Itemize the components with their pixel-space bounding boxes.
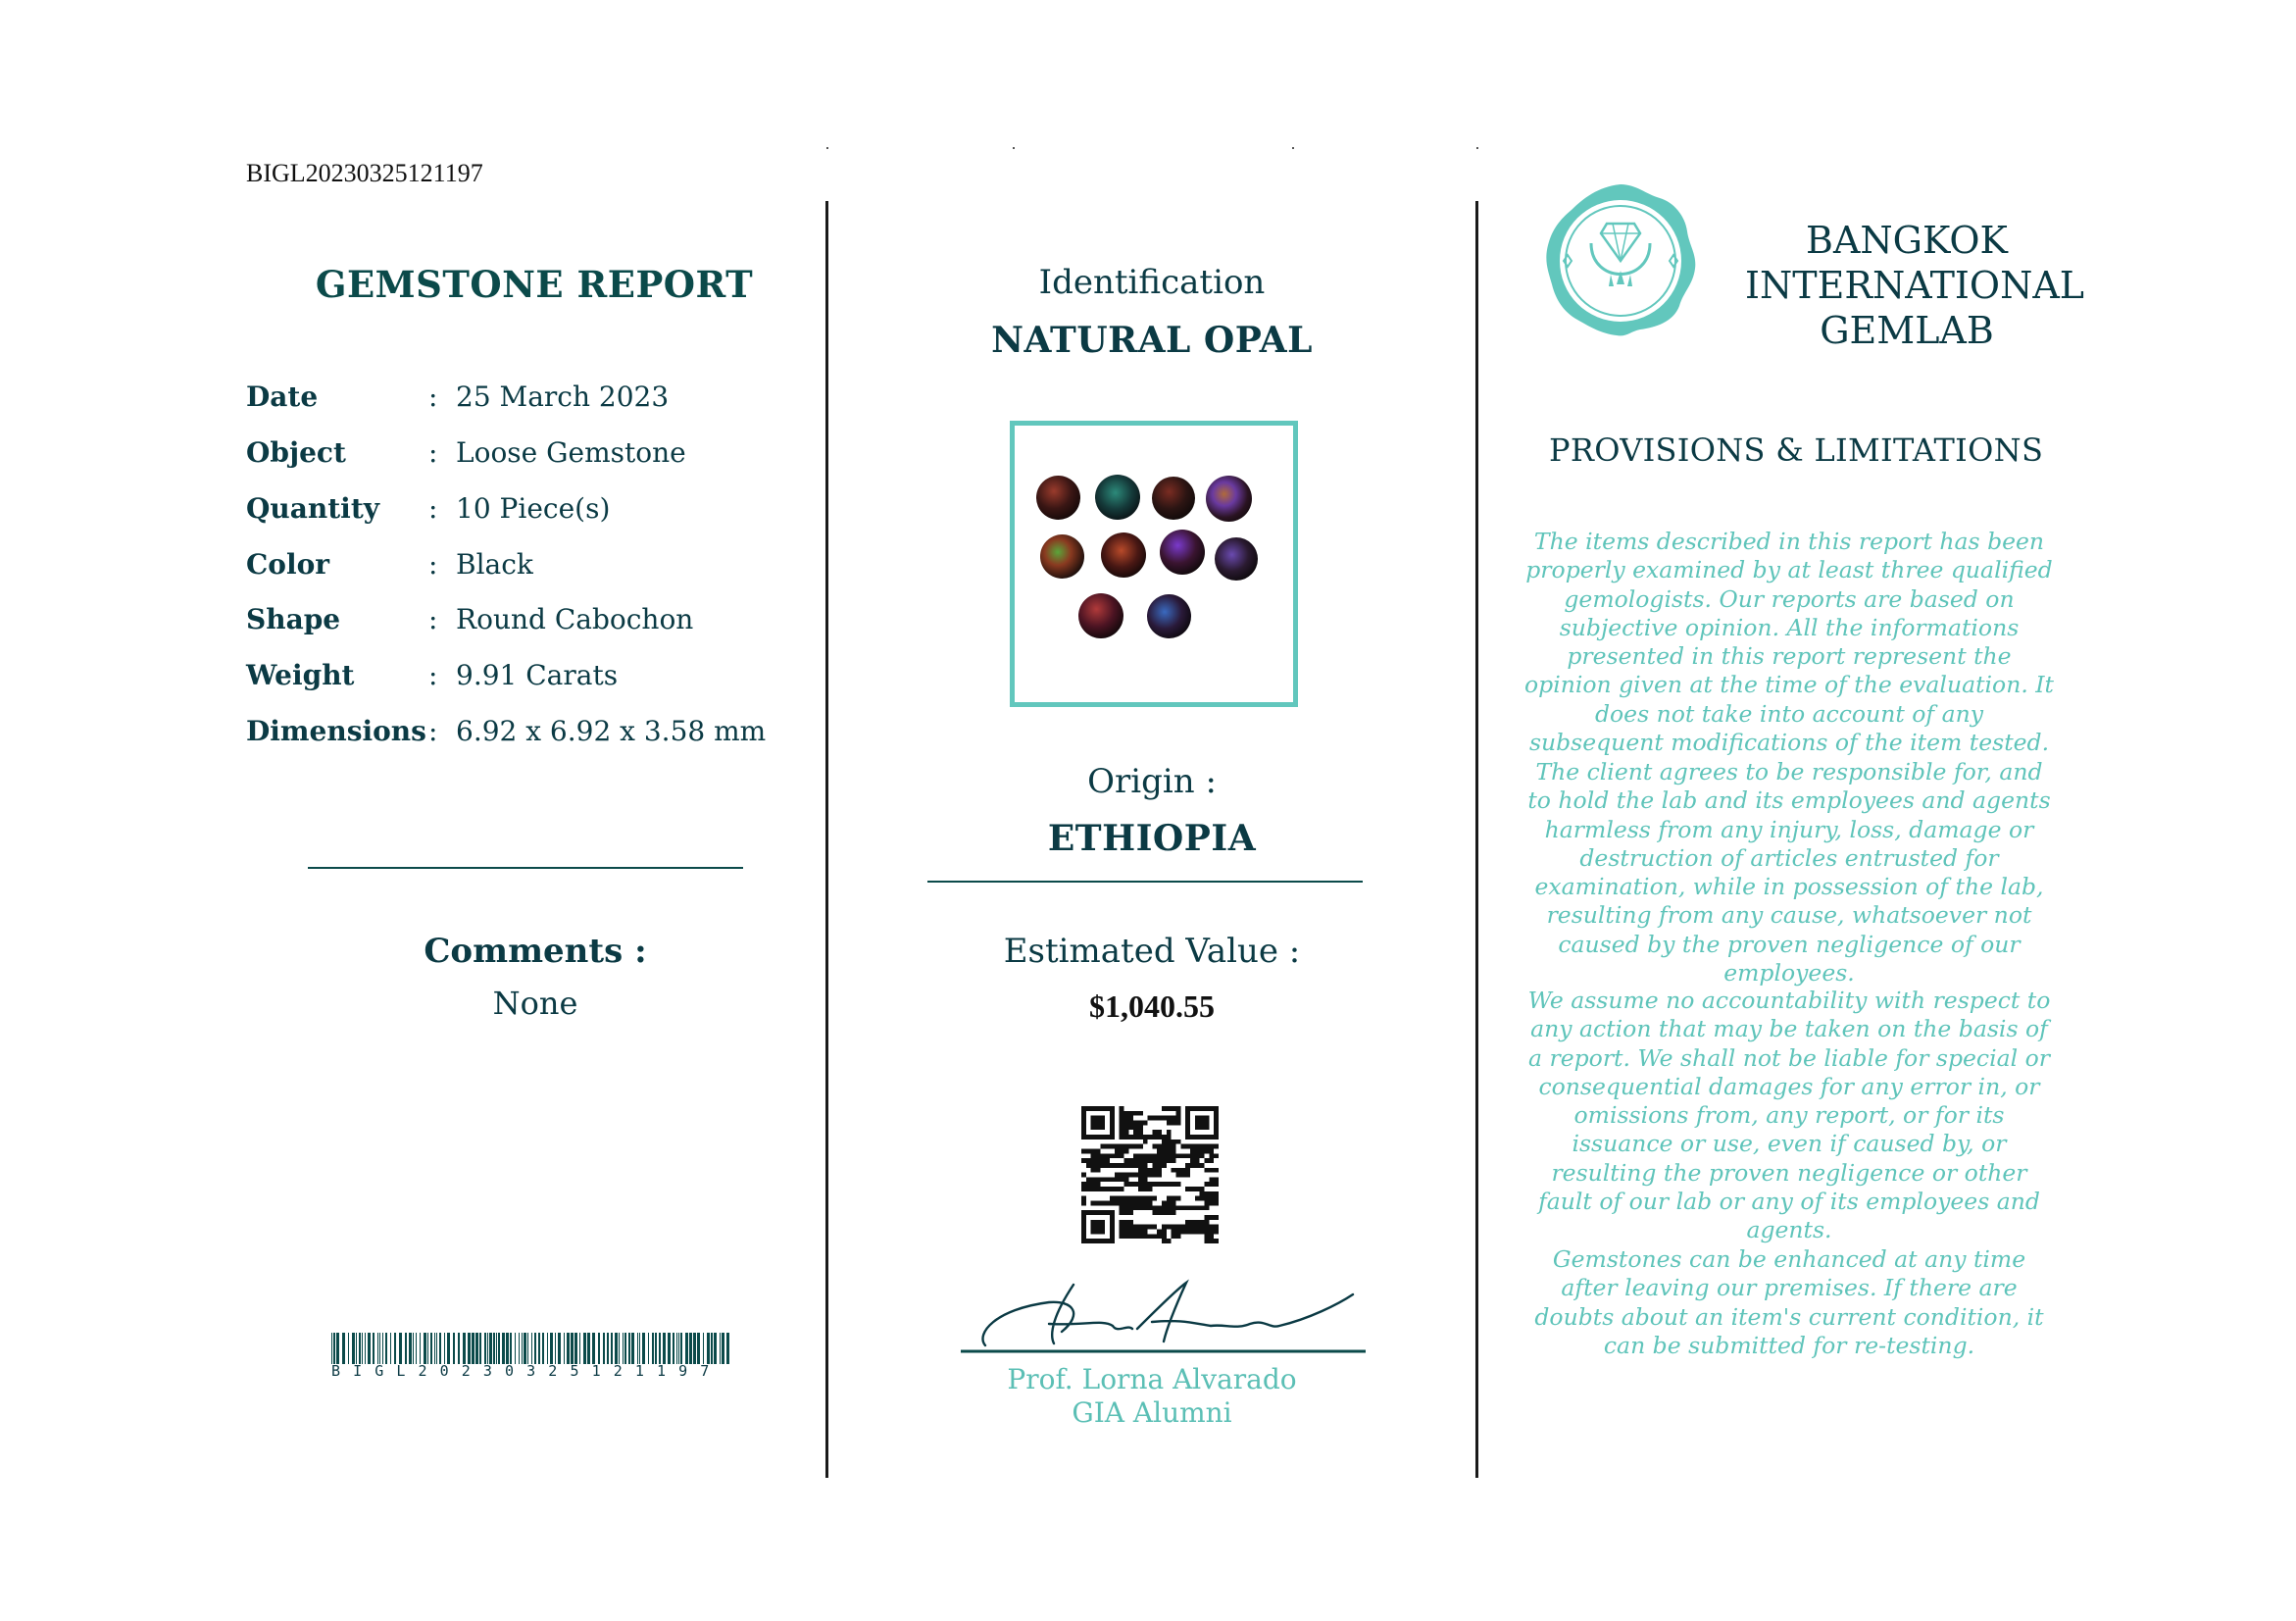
lab-seal-logo [1538, 177, 1703, 341]
gem-image [1215, 537, 1258, 581]
estimated-value-label: Estimated Value : [1003, 932, 1301, 971]
provisions-paragraph: The client agrees to be responsible for, and to hold the lab and its employees and agents harmless from any injury, loss, damage or destruction of articles entrusted for examination, while in possession of the lab, resulting from any cause, whatsoever not caused by the proven negligence of our employees. [1527, 758, 2051, 988]
identification-label: Identification [1038, 263, 1266, 302]
gemstone-photo [1010, 421, 1298, 707]
report-title: GEMSTONE REPORT [315, 263, 754, 306]
field-value: 10 Piece(s) [456, 492, 611, 525]
field-value: 25 March 2023 [456, 380, 670, 413]
field-label: Quantity [246, 492, 380, 525]
signer-title: GIA Alumni [1072, 1396, 1232, 1429]
lab-name [1745, 218, 2085, 353]
gem-image [1036, 476, 1080, 520]
provisions-paragraph: Gemstones can be enhanced at any time after leaving our premises. If there are doubts about an item's current condition, it can be submitted for re-testing. [1534, 1245, 2044, 1359]
field-colon: : [428, 436, 438, 469]
estimated-value-amount: $1,040.55 [1089, 988, 1215, 1024]
field-label: Dimensions [246, 715, 426, 747]
divider-dot [1292, 147, 1294, 149]
gem-image [1147, 594, 1191, 638]
field-value: Black [456, 548, 533, 581]
barcode [331, 1333, 733, 1364]
field-colon: : [428, 715, 438, 747]
gem-image [1206, 476, 1252, 522]
gem-image [1152, 477, 1195, 520]
comments-label: Comments : [424, 932, 647, 971]
lab-name-line: INTERNATIONAL [1745, 264, 2085, 307]
comments-value: None [492, 985, 578, 1022]
origin-value: ETHIOPIA [1047, 818, 1257, 859]
field-label: Color [246, 548, 330, 581]
gem-image [1101, 532, 1146, 578]
field-value: 9.91 Carats [456, 659, 619, 691]
origin-label: Origin : [1087, 762, 1217, 801]
field-colon: : [428, 659, 438, 691]
separator-line [308, 867, 743, 869]
provisions-title: PROVISIONS & LIMITATIONS [1549, 431, 2044, 469]
divider-dot [1476, 147, 1478, 149]
field-value: 6.92 x 6.92 x 3.58 mm [456, 715, 767, 747]
lab-name-line: GEMLAB [1820, 309, 1994, 352]
field-colon: : [428, 548, 438, 581]
separator-line [927, 881, 1363, 883]
lab-name-line: BANGKOK [1806, 219, 2008, 262]
gem-image [1095, 475, 1140, 520]
signer-name: Prof. Lorna Alvarado [1007, 1363, 1297, 1395]
field-colon: : [428, 380, 438, 413]
field-value: Round Cabochon [456, 603, 694, 635]
signature [956, 1275, 1368, 1353]
identification-value: NATURAL OPAL [991, 320, 1313, 361]
report-number: BIGL20230325121197 [246, 159, 483, 187]
column-divider-left [825, 201, 828, 1478]
divider-dot [1013, 147, 1015, 149]
qr-code [1081, 1106, 1219, 1243]
field-label: Shape [246, 603, 341, 635]
field-value: Loose Gemstone [456, 436, 686, 469]
divider-dot [826, 147, 828, 149]
field-label: Date [246, 380, 319, 413]
field-colon: : [428, 603, 438, 635]
gem-image [1078, 593, 1123, 638]
field-colon: : [428, 492, 438, 525]
provisions-paragraph: We assume no accountability with respect to any action that may be taken on the basis of a report. We shall not be liable for special or consequential damages for any error in, or omissions from, any report, or for its issuance or use, even if caused by, or resulting the proven negligence or other fault of our lab or any of its employees and agents. [1527, 987, 2051, 1244]
field-label: Object [246, 436, 346, 469]
gem-image [1160, 530, 1205, 575]
column-divider-right [1475, 201, 1478, 1478]
field-label: Weight [246, 659, 355, 691]
barcode-text: BIGL20230325121197 [331, 1362, 723, 1380]
provisions-paragraph: The items described in this report has been properly examined by at least three qualified gemologists. Our reports are based on subjective opinion. All the informations presented in this report represent the opinion given at the time of the evaluation. It does not take into account of any subsequent modifications of the item tested. [1524, 528, 2054, 757]
gem-image [1040, 534, 1084, 579]
